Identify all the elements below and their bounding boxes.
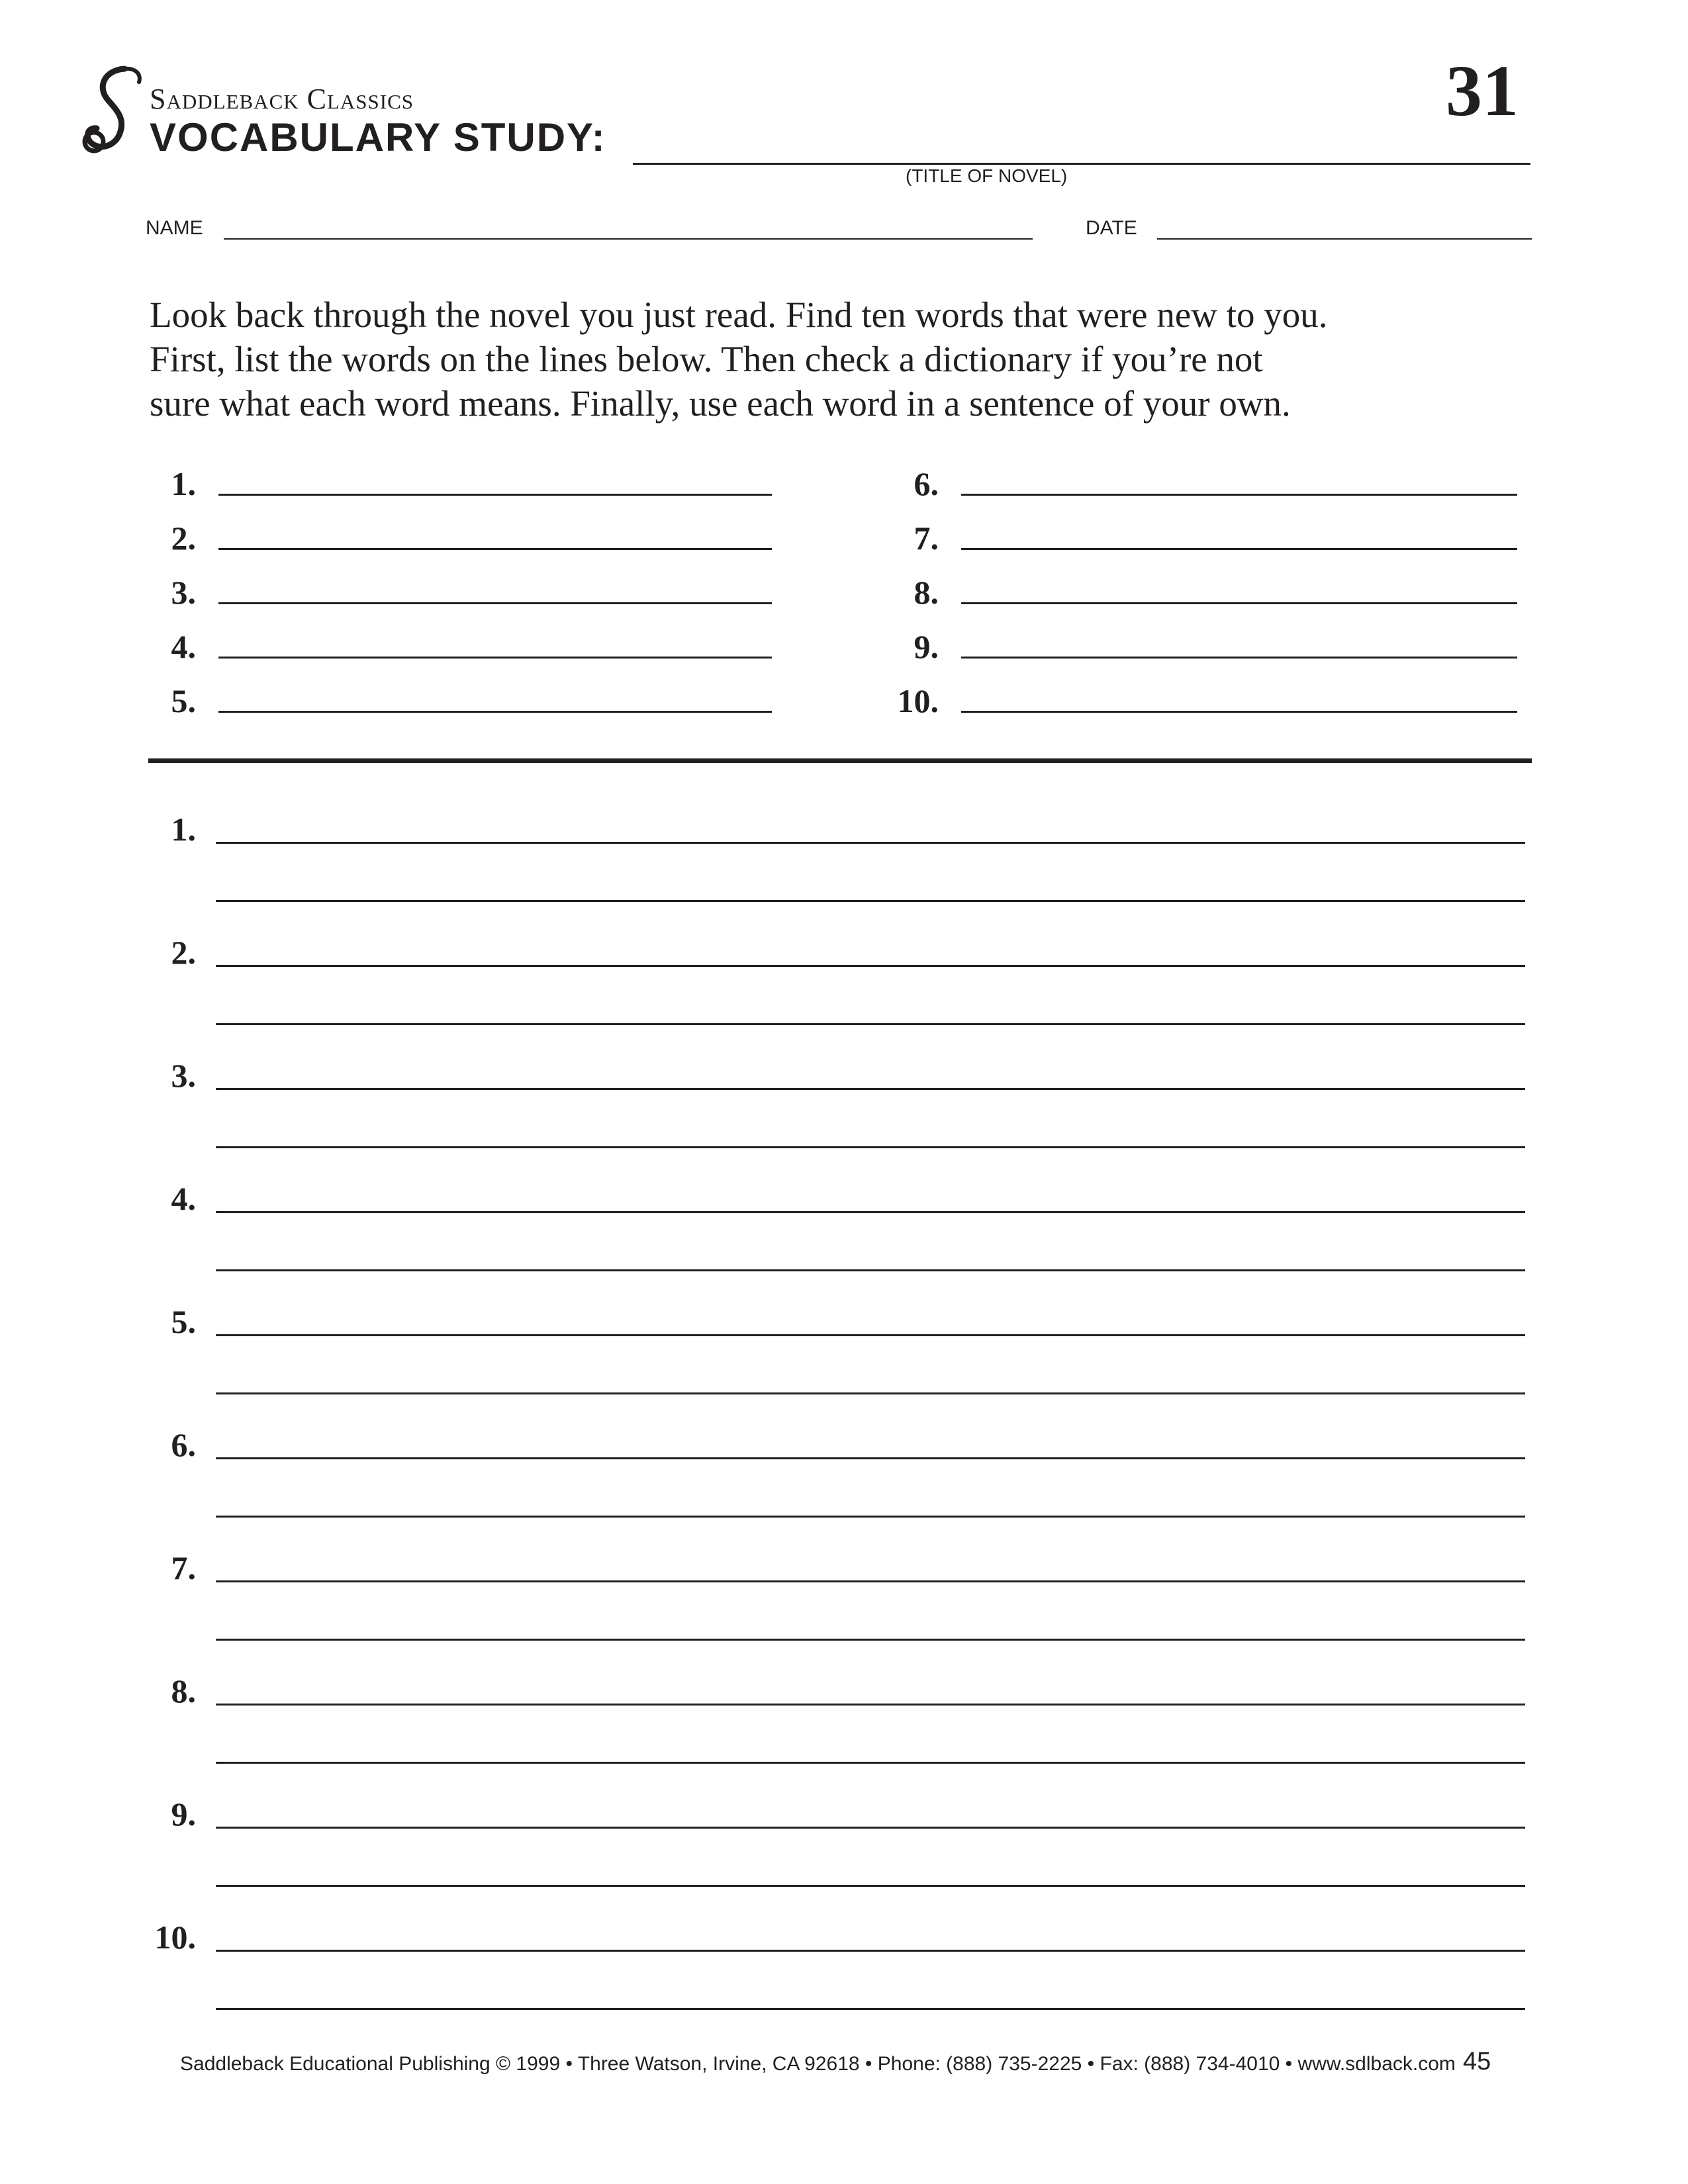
- sentence-line[interactable]: [216, 1827, 1525, 1829]
- publisher-footer: Saddleback Educational Publishing © 1999 • Three Watson, Irvine, CA 92618 • Phone: (888) 735-2225 • Fax: (888) 734-4010 • www.sdlback.com: [180, 2053, 1456, 2075]
- word-line[interactable]: [961, 657, 1517, 659]
- word-number: 7.: [914, 520, 939, 557]
- sentence-line[interactable]: [216, 1023, 1525, 1025]
- word-number: 10.: [897, 682, 939, 719]
- date-label: DATE: [1086, 217, 1137, 239]
- sentence-line[interactable]: [216, 900, 1525, 902]
- word-number: 4.: [171, 628, 196, 665]
- word-number: 9.: [914, 628, 939, 665]
- sentence-number: 5.: [171, 1303, 196, 1340]
- instructions-line-3: sure what each word means. Finally, use each word in a sentence of your own.: [150, 383, 1291, 424]
- name-field[interactable]: [224, 238, 1033, 240]
- sentence-number: 9.: [171, 1796, 196, 1833]
- word-number: 2.: [171, 520, 196, 557]
- word-number: 8.: [914, 574, 939, 611]
- sentence-number: 1.: [171, 811, 196, 848]
- sentence-line[interactable]: [216, 1885, 1525, 1887]
- activity-number: 31: [1446, 50, 1519, 131]
- instructions-line-1: Look back through the novel you just read. Find ten words that were new to you.: [150, 295, 1328, 335]
- word-line[interactable]: [218, 657, 772, 659]
- sentence-number: 3.: [171, 1057, 196, 1094]
- sentence-number: 2.: [171, 934, 196, 971]
- sentence-line[interactable]: [216, 1269, 1525, 1271]
- sentence-line[interactable]: [216, 1088, 1525, 1090]
- word-number: 3.: [171, 574, 196, 611]
- word-number: 6.: [914, 465, 939, 502]
- word-number: 1.: [171, 465, 196, 502]
- instructions-line-2: First, list the words on the lines below. Then check a dictionary if you’re not: [150, 339, 1263, 379]
- sentence-line[interactable]: [216, 1516, 1525, 1518]
- word-line[interactable]: [961, 711, 1517, 713]
- novel-title-field[interactable]: [633, 163, 1530, 165]
- sentence-line[interactable]: [216, 1950, 1525, 1952]
- saddleback-logo-icon: [78, 64, 151, 163]
- sentence-line[interactable]: [216, 2008, 1525, 2010]
- sentence-line[interactable]: [216, 965, 1525, 967]
- sentence-line[interactable]: [216, 1704, 1525, 1706]
- word-line[interactable]: [218, 602, 772, 604]
- brand-name: Saddleback Classics: [150, 83, 414, 115]
- sentence-line[interactable]: [216, 1392, 1525, 1394]
- word-line[interactable]: [218, 711, 772, 713]
- sentence-line[interactable]: [216, 1211, 1525, 1213]
- sentence-number: 7.: [171, 1549, 196, 1586]
- word-line[interactable]: [218, 548, 772, 550]
- sentence-number: 8.: [171, 1672, 196, 1709]
- sentence-line[interactable]: [216, 1146, 1525, 1148]
- sentence-line[interactable]: [216, 1639, 1525, 1641]
- word-number: 5.: [171, 682, 196, 719]
- page-folio: 45: [1463, 2048, 1491, 2075]
- sentence-number: 4.: [171, 1180, 196, 1217]
- sentence-line[interactable]: [216, 1334, 1525, 1336]
- sentence-line[interactable]: [216, 1580, 1525, 1582]
- name-label: NAME: [146, 217, 203, 239]
- word-line[interactable]: [961, 494, 1517, 496]
- word-line[interactable]: [961, 548, 1517, 550]
- page-title: VOCABULARY STUDY:: [150, 115, 606, 159]
- sentence-number: 10.: [154, 1919, 196, 1956]
- sentence-line[interactable]: [216, 842, 1525, 844]
- word-line[interactable]: [218, 494, 772, 496]
- sentence-line[interactable]: [216, 1762, 1525, 1764]
- sentence-line[interactable]: [216, 1457, 1525, 1459]
- novel-title-caption: (TITLE OF NOVEL): [906, 165, 1068, 186]
- instructions: [150, 293, 1526, 426]
- word-line[interactable]: [961, 602, 1517, 604]
- sentence-number: 6.: [171, 1426, 196, 1463]
- date-field[interactable]: [1157, 238, 1532, 240]
- section-divider: [148, 758, 1532, 763]
